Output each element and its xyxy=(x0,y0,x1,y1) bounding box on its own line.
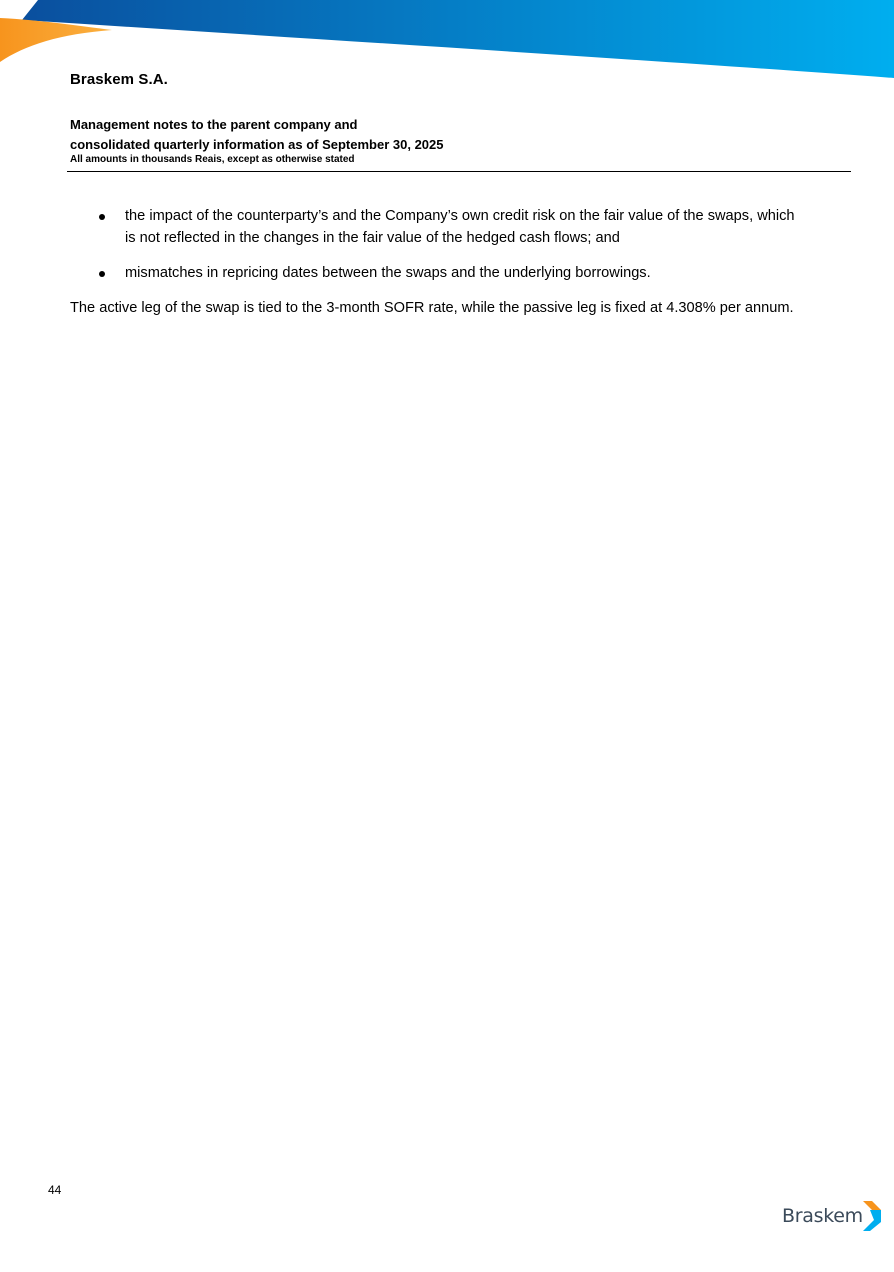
document-title-line-1: Management notes to the parent company and xyxy=(70,117,358,132)
document-body xyxy=(70,205,850,319)
bullet-text-line-1: mismatches in repricing dates between the swaps and the underlying borrowings. xyxy=(125,265,651,281)
braskem-logo-icon xyxy=(860,1200,882,1232)
braskem-logo xyxy=(782,1200,882,1232)
header-divider xyxy=(67,171,851,172)
bullet-text-line-2: is not reflected in the changes in the fair value of the hedged cash flows; and xyxy=(125,230,620,246)
company-name: Braskem S.A. xyxy=(70,71,168,88)
document-title xyxy=(70,115,444,155)
body-paragraph: The active leg of the swap is tied to the 3-month SOFR rate, while the passive leg is fixed at 4.308% per annum. xyxy=(70,300,794,316)
page-number: 44 xyxy=(48,1183,62,1197)
logo-text: Braskem xyxy=(782,1205,863,1227)
header-banner xyxy=(0,0,894,80)
amounts-note: All amounts in thousands Reais, except as otherwise stated xyxy=(70,154,355,165)
bullet-list xyxy=(70,205,850,284)
bullet-item xyxy=(70,205,850,249)
bullet-text-line-1: the impact of the counterparty’s and the Company’s own credit risk on the fair value of the swaps, which xyxy=(125,208,795,224)
document-title-line-2: consolidated quarterly information as of September 30, 2025 xyxy=(70,137,444,152)
bullet-icon xyxy=(99,271,105,277)
banner-blue-shape xyxy=(22,0,894,78)
bullet-icon xyxy=(99,214,105,220)
bullet-item xyxy=(70,262,850,284)
